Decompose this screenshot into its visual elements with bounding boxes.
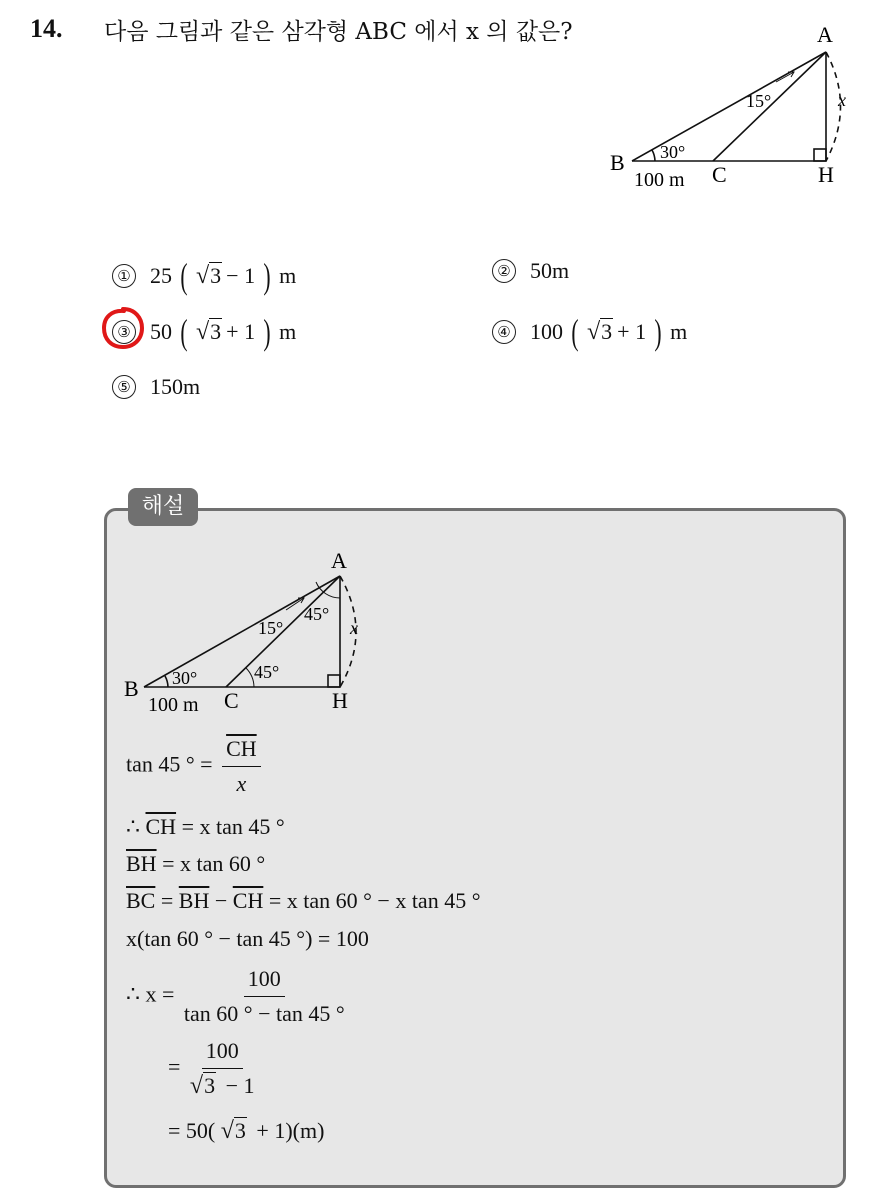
denominator: x: [236, 771, 247, 796]
denominator: tan 60 ° − tan 45 °: [183, 1001, 345, 1026]
label-b: B: [124, 676, 139, 701]
radicand: 3: [601, 318, 613, 344]
choice-text: 150m: [150, 374, 201, 399]
solution-line-1: [126, 736, 265, 797]
angle-cab-label: 15°: [746, 91, 772, 111]
coef: 100: [530, 319, 563, 344]
label-a: A: [817, 22, 833, 47]
segment-bh: $\overline{BH}$: [126, 851, 157, 876]
solution-line-6: [126, 966, 349, 1027]
radicand: 3: [234, 1118, 246, 1143]
choice-number: ①: [112, 264, 136, 288]
solution-line-5: x(tan 60 ° − tan 45 °) = 100: [126, 926, 369, 951]
expr: tan 45 ° =: [126, 751, 213, 777]
choice-number: ③: [112, 320, 136, 344]
numerator: 100: [244, 966, 285, 997]
expr: = x tan 60 °: [162, 851, 266, 876]
unit: m: [670, 319, 688, 344]
question-text: 다음 그림과 같은 삼각형 ABC 에서 x 의 값은?: [104, 19, 573, 45]
therefore: ∴: [126, 814, 140, 839]
choice-4[interactable]: ④ 100 ( √3 + 1 ) m: [492, 314, 687, 350]
choice-number: ⑤: [112, 375, 136, 399]
angle-cab-label: 15°: [258, 618, 284, 638]
solution-line-8: = 50( √3 + 1)(m): [168, 1118, 325, 1144]
coef: 50: [150, 319, 172, 344]
side-x-label: x: [350, 618, 358, 638]
angle-ach-label: 45°: [254, 662, 280, 682]
choice-3[interactable]: ③ 50 ( √3 + 1 ) m: [112, 314, 296, 350]
radicand: 3: [204, 1073, 216, 1098]
expr: = 50(: [168, 1118, 216, 1143]
side-x-label: x: [838, 90, 846, 110]
question-number: 14.: [30, 14, 63, 43]
solution-line-2: [126, 814, 285, 840]
segment-bc: $\overline{BC}$: [126, 888, 156, 913]
segment-bc-label: 100 m: [634, 169, 685, 191]
minus: −: [214, 888, 228, 913]
segment-ch: $\overline{CH}$: [145, 814, 177, 839]
segment-bc-label: 100 m: [148, 694, 199, 716]
numerator: $\overline{CH}$: [222, 736, 261, 767]
expr: = x tan 60 ° − x tan 45 °: [268, 888, 481, 913]
choice-number: ②: [492, 259, 516, 283]
solution-label: 해설: [128, 488, 198, 526]
solution-line-3: [126, 851, 265, 877]
equals: =: [168, 1054, 181, 1080]
label-h: H: [332, 688, 348, 713]
radicand: 3: [210, 318, 222, 344]
angle-cah-label: 45°: [304, 604, 330, 624]
choice-text: 50m: [530, 258, 570, 283]
choice-5[interactable]: [112, 374, 200, 400]
choice-1[interactable]: ① 25 ( √3 − 1 ) m: [112, 258, 296, 294]
radicand: 3: [210, 262, 222, 288]
solution-line-4: [126, 888, 481, 914]
operand: − 1: [226, 263, 256, 288]
label-b: B: [610, 150, 625, 175]
angle-b-label: 30°: [172, 668, 198, 688]
operand: + 1: [226, 319, 256, 344]
unit: m: [279, 319, 297, 344]
triangle-figure: [600, 20, 860, 200]
segment-ch: $\overline{CH}$: [232, 888, 264, 913]
label-h: H: [818, 162, 834, 187]
operand: + 1: [617, 319, 647, 344]
choice-number: ④: [492, 320, 516, 344]
segment-bh: $\overline{BH}$: [178, 888, 210, 913]
equals: =: [160, 888, 174, 913]
expr: + 1)(m): [256, 1118, 325, 1143]
answer-mark-circle: [100, 305, 146, 351]
operand: − 1: [225, 1073, 255, 1098]
angle-b-label: 30°: [660, 142, 686, 162]
label-a: A: [331, 548, 347, 573]
expr: = x tan 45 °: [181, 814, 285, 839]
solution-line-7: = $\frac{100}{√3 - 1}$: [168, 1038, 255, 1099]
label-c: C: [712, 162, 727, 187]
label-c: C: [224, 688, 239, 713]
unit: m: [279, 263, 297, 288]
solution-figure: [124, 548, 384, 728]
choice-2[interactable]: [492, 258, 569, 284]
expr: ∴ x =: [126, 981, 175, 1007]
numerator: 100: [202, 1038, 243, 1069]
coef: 25: [150, 263, 172, 288]
